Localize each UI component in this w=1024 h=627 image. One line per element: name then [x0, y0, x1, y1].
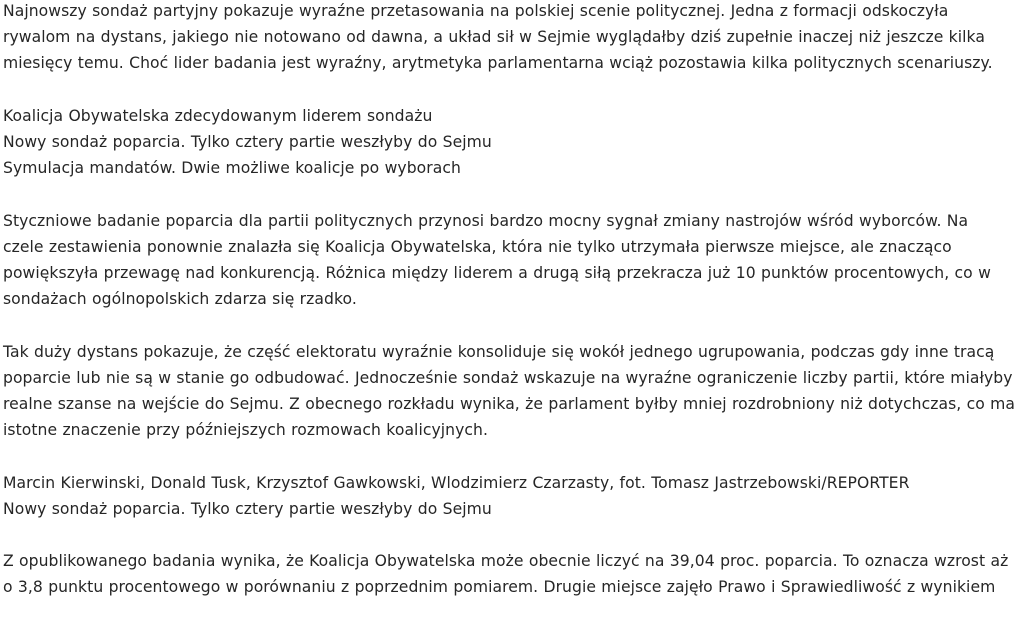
text-line: realne szanse na wejście do Sejmu. Z obecnego rozkładu wynika, że parlament byłby mniej rozdrobniony niż dotychczas, co ma	[3, 395, 1016, 413]
photo-title-link[interactable]: Nowy sondaż poparcia. Tylko cztery partie weszłyby do Sejmu	[3, 499, 492, 518]
related-article-link[interactable]: Koalicja Obywatelska zdecydowanym liderem sondażu	[3, 106, 433, 125]
photo-caption-block	[3, 470, 1019, 522]
text-line: Tak duży dystans pokazuje, że część elektoratu wyraźnie konsoliduje się wokół jednego ugrupowania, podczas gdy inne tracą	[3, 342, 995, 361]
body-paragraph	[3, 208, 1019, 313]
text-line: czele zestawienia ponownie znalazła się Koalicja Obywatelska, która nie tylko utrzymała pierwsze miejsce, ale znacząco	[3, 237, 952, 256]
related-article-link[interactable]: Nowy sondaż poparcia. Tylko cztery partie weszłyby do Sejmu	[3, 133, 492, 151]
text-line: Z opublikowanego badania wynika, że Koalicja Obywatelska może obecnie liczyć na 39,04 proc. poparcia. To oznacza wzrost aż	[3, 552, 1009, 571]
text-line: miesięcy temu. Choć lider badania jest wyraźny, arytmetyka parlamentarna wciąż pozostawia kilka politycznych scenariuszy.	[3, 54, 993, 73]
related-articles-list	[3, 103, 1019, 182]
text-line: o 3,8 punktu procentowego w porównaniu z poprzednim pomiarem. Drugie miejsce zajęło Prawo i Sprawiedliwość z wynikiem	[3, 578, 996, 597]
related-article-link[interactable]: Symulacja mandatów. Dwie możliwe koalicje po wyborach	[3, 159, 461, 178]
text-line: Styczniowe badanie poparcia dla partii politycznych przynosi bardzo mocny sygnał zmiany nastrojów wśród wyborców. Na	[3, 211, 969, 230]
photo-caption: Marcin Kierwinski, Donald Tusk, Krzysztof Gawkowski, Wlodzimierz Czarzasty, fot. Tomasz Jastrzebowski/REPORTER	[3, 473, 910, 492]
article-body	[3, 0, 1019, 627]
body-paragraph	[3, 339, 1019, 444]
text-line: poparcie lub nie są w stanie go odbudować. Jednocześnie sondaż wskazuje na wyraźne ograniczenie liczby partii, które miałyby	[3, 368, 1013, 387]
text-line: rywalom na dystans, jakiego nie notowano od dawna, a układ sił w Sejmie wyglądałby dziś zupełnie inaczej niż jeszcze kilka	[3, 28, 985, 47]
text-line: istotne znaczenie przy późniejszych rozmowach koalicyjnych.	[3, 421, 488, 440]
body-paragraph	[3, 548, 1019, 600]
intro-paragraph	[3, 0, 1019, 77]
text-line: Najnowszy sondaż partyjny pokazuje wyraźne przetasowania na polskiej scenie politycznej. Jedna z formacji odskoczyła	[3, 2, 949, 20]
text-line: sondażach ogólnopolskich zdarza się rzadko.	[3, 290, 357, 309]
text-line: powiększyła przewagę nad konkurencją. Różnica między liderem a drugą siłą przekracza już 10 punktów procentowych, co w	[3, 264, 991, 282]
